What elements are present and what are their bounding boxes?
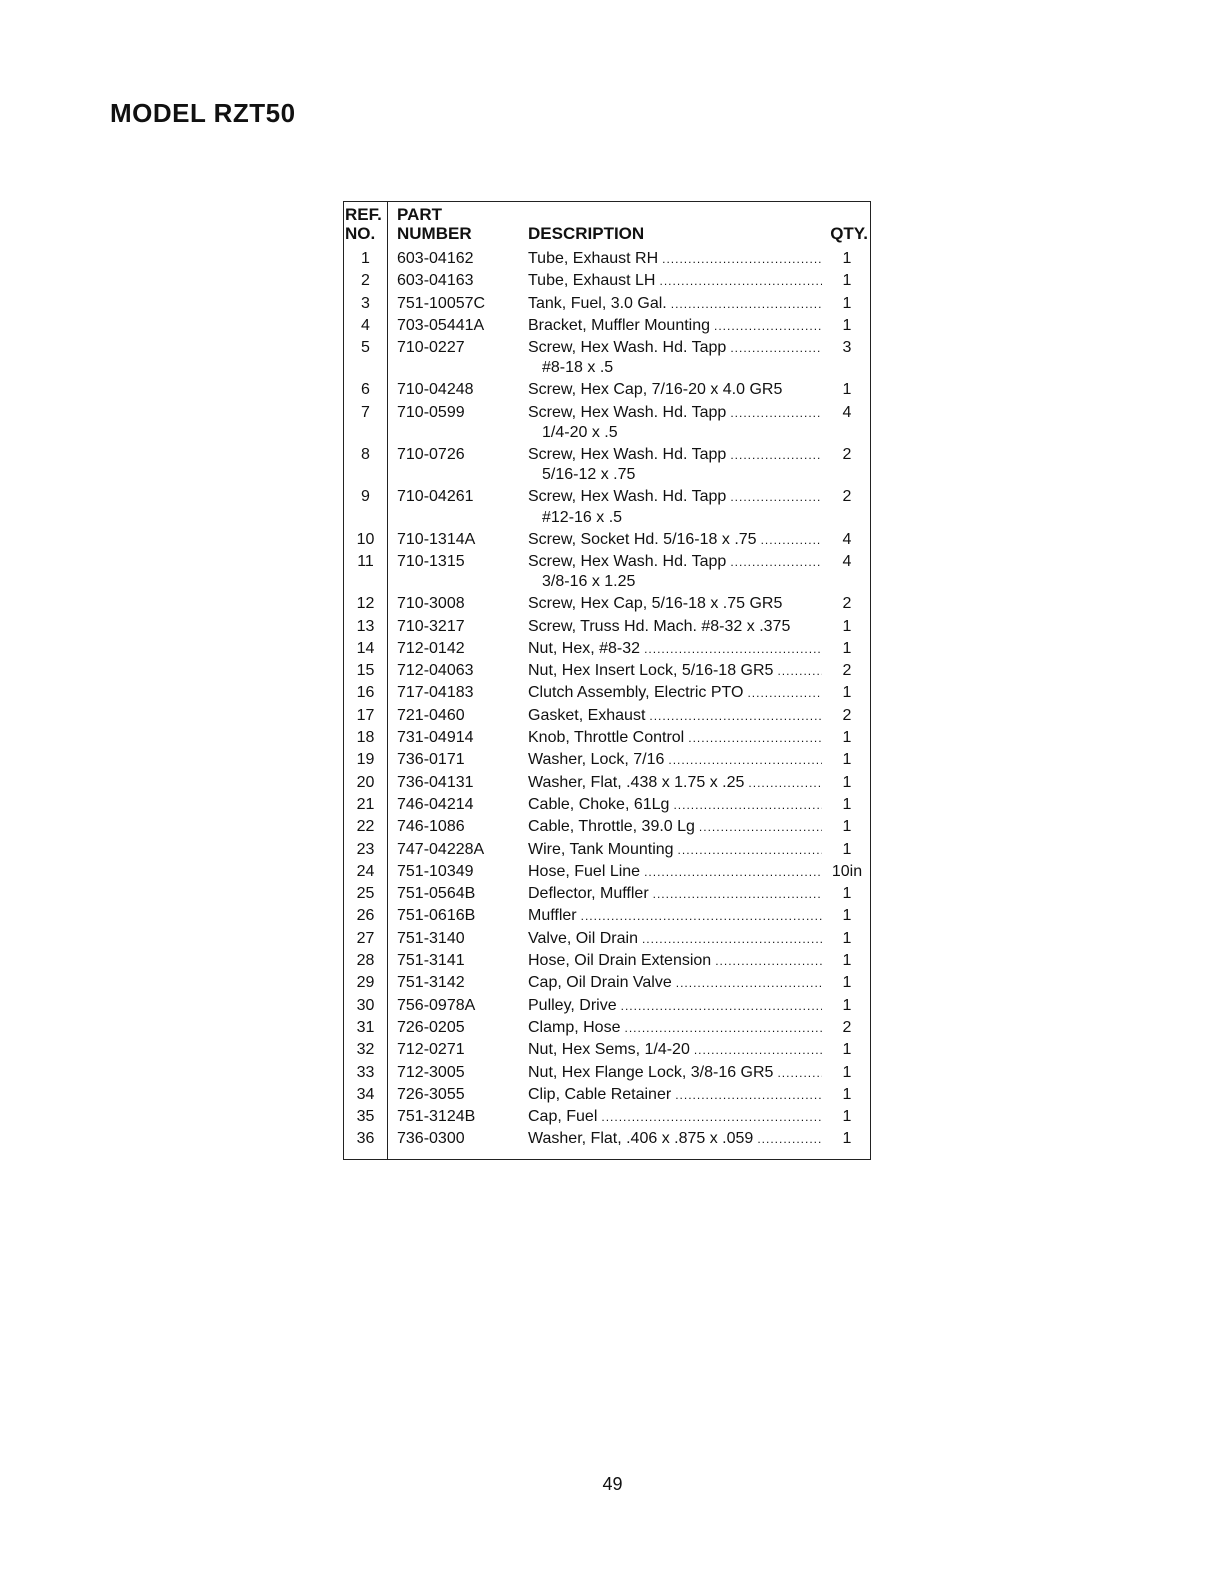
ref-no: 7: [361, 403, 370, 421]
ref-no: 5: [361, 339, 370, 357]
table-row: [344, 861, 870, 883]
description: Cable, Choke, 61Lg: [528, 795, 670, 813]
dot-leader: [694, 1039, 822, 1061]
quantity: 2: [842, 595, 852, 613]
dot-leader: [714, 315, 822, 337]
dot-leader: [676, 972, 822, 994]
description-size: 3/8-16 x 1.25: [542, 573, 636, 591]
table-row: [344, 727, 870, 749]
table-row: [344, 315, 870, 337]
part-number: 751-3142: [397, 974, 465, 992]
table-row: [344, 486, 870, 526]
description-size: #8-18 x .5: [542, 359, 614, 377]
page-title: MODEL RZT50: [110, 98, 296, 128]
ref-no: 12: [356, 595, 375, 613]
part-number: 710-0227: [397, 339, 465, 357]
table-row: [344, 248, 870, 270]
quantity: 1: [842, 1063, 852, 1081]
table-row: [344, 529, 870, 551]
dot-leader: [678, 839, 822, 861]
quantity: 1: [842, 818, 852, 836]
page-number: 49: [602, 1474, 623, 1494]
ref-no: 4: [361, 316, 370, 334]
dot-leader: [659, 270, 822, 292]
dot-leader: [675, 1084, 822, 1106]
dot-leader: [748, 772, 822, 794]
ref-no: 14: [356, 639, 375, 657]
description-size: #12-16 x .5: [542, 508, 623, 526]
ref-no: 21: [356, 795, 375, 813]
dot-leader: [777, 1062, 822, 1084]
description: Clutch Assembly, Electric PTO: [528, 684, 744, 702]
ref-no: 2: [361, 272, 370, 290]
part-number: 712-3005: [397, 1063, 465, 1081]
description: Screw, Hex Wash. Hd. Tapp: [528, 552, 727, 570]
ref-no: 24: [356, 862, 375, 880]
part-number: 703-05441A: [397, 316, 485, 334]
description: Screw, Socket Hd. 5/16-18 x .75: [528, 530, 757, 548]
description: Screw, Hex Cap, 5/16-18 x .75 GR5: [528, 595, 783, 613]
description: Nut, Hex Flange Lock, 3/8-16 GR5: [528, 1063, 774, 1081]
table-row: [344, 816, 870, 838]
ref-no: 17: [356, 706, 375, 724]
part-number: 710-1315: [397, 552, 465, 570]
ref-no: 29: [356, 974, 375, 992]
ref-no: 10: [356, 530, 375, 548]
part-number: 726-3055: [397, 1085, 465, 1103]
dot-leader: [730, 551, 822, 573]
part-number: 710-1314A: [397, 530, 476, 548]
quantity: 1: [842, 773, 852, 791]
ref-no: 16: [356, 684, 375, 702]
dot-leader: [757, 1128, 822, 1150]
table-row: [344, 293, 870, 315]
part-number: 710-04261: [397, 488, 474, 506]
description: Pulley, Drive: [528, 996, 617, 1014]
ref-no: 13: [356, 617, 375, 635]
part-number: 736-0300: [397, 1130, 465, 1148]
table-row: [344, 270, 870, 292]
ref-no: 6: [361, 381, 370, 399]
ref-no: 18: [356, 729, 375, 747]
ref-no: 11: [357, 552, 374, 570]
part-number: 736-04131: [397, 773, 474, 791]
ref-no: 34: [356, 1085, 375, 1103]
table-row: [344, 1084, 870, 1106]
quantity: 1: [842, 1041, 852, 1059]
description: Nut, Hex Sems, 1/4-20: [528, 1041, 690, 1059]
ref-no: 28: [356, 952, 375, 970]
table-row: [344, 638, 870, 660]
part-number: 603-04163: [397, 272, 474, 290]
part-number: 710-0726: [397, 446, 465, 464]
description: Screw, Hex Cap, 7/16-20 x 4.0 GR5: [528, 381, 783, 399]
header-ref-line2: NO.: [345, 224, 376, 243]
quantity: 1: [842, 316, 852, 334]
part-number: 751-0564B: [397, 885, 476, 903]
part-number: 712-0271: [397, 1041, 465, 1059]
ref-no: 8: [361, 446, 370, 464]
description: Hose, Fuel Line: [528, 862, 641, 880]
description: Wire, Tank Mounting: [528, 840, 674, 858]
table-row: [344, 337, 870, 377]
ref-no: 25: [356, 885, 375, 903]
dot-leader: [761, 529, 822, 551]
quantity: 2: [842, 446, 852, 464]
table-row: [344, 928, 870, 950]
quantity: 4: [842, 403, 852, 421]
quantity: 1: [842, 929, 852, 947]
description: Washer, Flat, .438 x 1.75 x .25: [528, 773, 745, 791]
quantity: 3: [842, 339, 852, 357]
quantity: 2: [842, 662, 852, 680]
table-row: [344, 995, 870, 1017]
quantity: 1: [842, 617, 852, 635]
dot-leader: [777, 660, 822, 682]
table-row: [344, 1106, 870, 1128]
description: Screw, Hex Wash. Hd. Tapp: [528, 488, 727, 506]
part-number: 747-04228A: [397, 840, 485, 858]
ref-no: 20: [356, 773, 375, 791]
quantity: 10in: [831, 862, 863, 880]
description: Cable, Throttle, 39.0 Lg: [528, 818, 695, 836]
table-row: [344, 593, 870, 615]
ref-no: 15: [356, 662, 375, 680]
quantity: 4: [842, 552, 852, 570]
description: Clip, Cable Retainer: [528, 1085, 672, 1103]
ref-no: 32: [356, 1041, 375, 1059]
quantity: 1: [842, 1085, 852, 1103]
description: Cap, Fuel: [528, 1108, 598, 1126]
ref-no: 36: [356, 1130, 375, 1148]
table-row: [344, 1062, 870, 1084]
description: Nut, Hex, #8-32: [528, 639, 641, 657]
dot-leader: [730, 402, 822, 424]
quantity: 1: [842, 250, 852, 267]
dot-leader: [621, 995, 822, 1017]
dot-leader: [730, 444, 822, 466]
description: Screw, Truss Hd. Mach. #8-32 x .375: [528, 617, 791, 635]
table-row: [344, 972, 870, 994]
description: Knob, Throttle Control: [528, 729, 685, 747]
table-header: [344, 202, 870, 248]
dot-leader: [642, 928, 822, 950]
part-number: 751-3140: [397, 929, 465, 947]
dot-leader: [673, 794, 822, 816]
dot-leader: [730, 337, 822, 359]
ref-no: 9: [361, 488, 370, 506]
quantity: 1: [842, 974, 852, 992]
dot-leader: [649, 705, 822, 727]
description: Tank, Fuel, 3.0 Gal.: [528, 294, 667, 312]
header-part-line2: NUMBER: [397, 224, 472, 243]
part-number: 712-0142: [397, 639, 465, 657]
part-number: 751-0616B: [397, 907, 476, 925]
ref-no: 27: [356, 929, 375, 947]
table-row: [344, 660, 870, 682]
header-ref-line1: REF.: [345, 205, 382, 224]
part-number: 756-0978A: [397, 996, 476, 1014]
dot-leader: [715, 950, 822, 972]
table-row: [344, 749, 870, 771]
description-size: 1/4-20 x .5: [542, 424, 618, 442]
description: Tube, Exhaust RH: [528, 250, 659, 267]
header-description: DESCRIPTION: [528, 224, 645, 243]
part-number: 721-0460: [397, 706, 465, 724]
part-number: 603-04162: [397, 250, 474, 267]
part-number: 710-3008: [397, 595, 465, 613]
part-number: 746-04214: [397, 795, 474, 813]
description: Washer, Flat, .406 x .875 x .059: [528, 1130, 754, 1148]
description: Screw, Hex Wash. Hd. Tapp: [528, 339, 727, 357]
dot-leader: [699, 816, 822, 838]
table-row: [344, 705, 870, 727]
ref-no: 22: [356, 818, 375, 836]
dot-leader: [601, 1106, 822, 1128]
quantity: 1: [842, 996, 852, 1014]
header-qty: QTY.: [830, 224, 868, 243]
part-number: 746-1086: [397, 818, 465, 836]
table-row: [344, 794, 870, 816]
dot-leader: [662, 248, 822, 270]
header-part-line1: PART: [397, 205, 443, 224]
table-row: [344, 1039, 870, 1061]
quantity: 1: [842, 639, 852, 657]
ref-no: 23: [356, 840, 375, 858]
part-number: 751-3141: [397, 952, 465, 970]
part-number: 710-0599: [397, 403, 465, 421]
part-number: 726-0205: [397, 1018, 465, 1036]
part-number: 710-3217: [397, 617, 465, 635]
table-row: [344, 551, 870, 591]
quantity: 1: [842, 729, 852, 747]
quantity: 1: [842, 885, 852, 903]
description: Nut, Hex Insert Lock, 5/16-18 GR5: [528, 662, 774, 680]
table-row: [344, 379, 870, 401]
description: Deflector, Muffler: [528, 885, 649, 903]
part-number: 710-04248: [397, 381, 474, 399]
ref-no: 33: [356, 1063, 375, 1081]
dot-leader: [747, 682, 822, 704]
table-row: [344, 772, 870, 794]
table-row: [344, 402, 870, 442]
part-number: 751-10349: [397, 862, 474, 880]
table-row: [344, 1017, 870, 1039]
quantity: 1: [842, 294, 852, 312]
description: Screw, Hex Wash. Hd. Tapp: [528, 403, 727, 421]
table-row: [344, 1128, 870, 1150]
dot-leader: [644, 638, 822, 660]
description: Bracket, Muffler Mounting: [528, 316, 711, 334]
quantity: 2: [842, 488, 852, 506]
table-row: [344, 950, 870, 972]
table-row: [344, 883, 870, 905]
table-row: [344, 839, 870, 861]
ref-no: 1: [361, 250, 370, 267]
ref-no: 31: [356, 1018, 375, 1036]
table-body: [344, 248, 870, 1159]
part-number: 717-04183: [397, 684, 474, 702]
ref-no: 26: [356, 907, 375, 925]
dot-leader: [688, 727, 822, 749]
dot-leader: [653, 883, 822, 905]
description: Hose, Oil Drain Extension: [528, 952, 712, 970]
part-number: 751-3124B: [397, 1108, 476, 1126]
table-row: [344, 682, 870, 704]
dot-leader: [581, 905, 822, 927]
dot-leader: [624, 1017, 822, 1039]
ref-no: 19: [356, 751, 375, 769]
description: Washer, Lock, 7/16: [528, 751, 665, 769]
quantity: 1: [842, 795, 852, 813]
table-row: [344, 444, 870, 484]
part-number: 712-04063: [397, 662, 474, 680]
description: Tube, Exhaust LH: [528, 272, 656, 290]
description: Valve, Oil Drain: [528, 929, 638, 947]
description: Clamp, Hose: [528, 1018, 621, 1036]
part-number: 751-10057C: [397, 294, 486, 312]
quantity: 2: [842, 1018, 852, 1036]
description: Muffler: [528, 907, 577, 925]
ref-no: 30: [356, 996, 375, 1014]
quantity: 1: [842, 381, 852, 399]
quantity: 1: [842, 907, 852, 925]
part-number: 736-0171: [397, 751, 465, 769]
description: Gasket, Exhaust: [528, 706, 646, 724]
dot-leader: [668, 749, 822, 771]
quantity: 1: [842, 1130, 852, 1148]
dot-leader: [730, 486, 822, 508]
parts-table: [343, 201, 871, 1160]
description-size: 5/16-12 x .75: [542, 466, 636, 484]
dot-leader: [671, 293, 822, 315]
quantity: 1: [842, 272, 852, 290]
quantity: 4: [842, 530, 852, 548]
table-row: [344, 616, 870, 638]
ref-no: 35: [356, 1108, 375, 1126]
dot-leader: [644, 861, 822, 883]
quantity: 1: [842, 840, 852, 858]
ref-no: 3: [361, 294, 370, 312]
quantity: 2: [842, 706, 852, 724]
description: Cap, Oil Drain Valve: [528, 974, 672, 992]
table-row: [344, 905, 870, 927]
quantity: 1: [842, 684, 852, 702]
description: Screw, Hex Wash. Hd. Tapp: [528, 446, 727, 464]
quantity: 1: [842, 1108, 852, 1126]
quantity: 1: [842, 952, 852, 970]
part-number: 731-04914: [397, 729, 474, 747]
quantity: 1: [842, 751, 852, 769]
